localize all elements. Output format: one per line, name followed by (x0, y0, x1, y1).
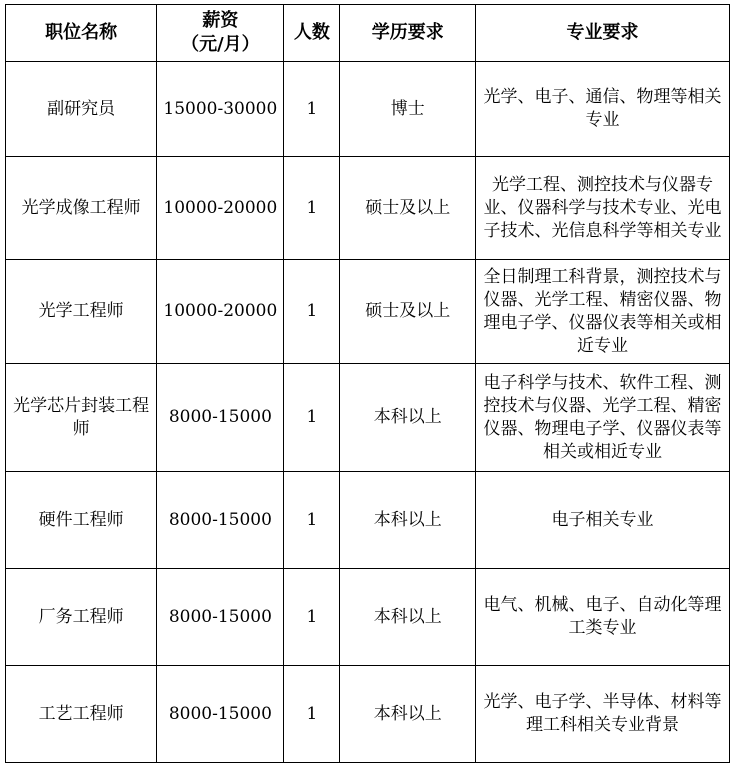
cell-salary: 8000-15000 (157, 569, 284, 666)
cell-name: 光学芯片封装工程师 (6, 364, 157, 472)
cell-education: 硕士及以上 (340, 260, 475, 364)
cell-count: 1 (284, 666, 340, 763)
table-row (6, 157, 730, 260)
table-row (6, 62, 730, 157)
cell-education: 本科以上 (340, 666, 475, 763)
cell-salary: 10000-20000 (157, 157, 284, 260)
cell-count: 1 (284, 260, 340, 364)
header-major: 专业要求 (475, 5, 729, 62)
header-count: 人数 (284, 5, 340, 62)
table-row (6, 364, 730, 472)
cell-salary: 8000-15000 (157, 364, 284, 472)
cell-count: 1 (284, 364, 340, 472)
header-salary-unit: （元/月） (181, 34, 260, 55)
cell-major: 电子相关专业 (475, 472, 729, 569)
header-salary (157, 5, 284, 62)
table-row (6, 472, 730, 569)
header-row (6, 5, 730, 62)
cell-count: 1 (284, 472, 340, 569)
cell-name: 副研究员 (6, 62, 157, 157)
cell-major: 电气、机械、电子、自动化等理工类专业 (475, 569, 729, 666)
table-row (6, 260, 730, 364)
cell-education: 本科以上 (340, 569, 475, 666)
cell-major: 光学、电子、通信、物理等相关专业 (475, 62, 729, 157)
cell-salary: 10000-20000 (157, 260, 284, 364)
table-row (6, 666, 730, 763)
table-row (6, 569, 730, 666)
cell-salary: 8000-15000 (157, 472, 284, 569)
cell-major: 光学工程、测控技术与仪器专业、仪器科学与技术专业、光电子技术、光信息科学等相关专业 (475, 157, 729, 260)
cell-name: 硬件工程师 (6, 472, 157, 569)
header-education: 学历要求 (340, 5, 475, 62)
job-table (5, 4, 730, 763)
cell-education: 本科以上 (340, 364, 475, 472)
cell-name: 厂务工程师 (6, 569, 157, 666)
header-name: 职位名称 (6, 5, 157, 62)
cell-name: 光学成像工程师 (6, 157, 157, 260)
cell-education: 本科以上 (340, 472, 475, 569)
cell-education: 硕士及以上 (340, 157, 475, 260)
cell-count: 1 (284, 157, 340, 260)
cell-major: 电子科学与技术、软件工程、测控技术与仪器、光学工程、精密仪器、物理电子学、仪器仪表等相关或相近专业 (475, 364, 729, 472)
cell-name: 光学工程师 (6, 260, 157, 364)
cell-major: 光学、电子学、半导体、材料等理工科相关专业背景 (475, 666, 729, 763)
cell-salary: 8000-15000 (157, 666, 284, 763)
cell-major: 全日制理工科背景，测控技术与仪器、光学工程、精密仪器、物理电子学、仪器仪表等相关或相近专业 (475, 260, 729, 364)
header-salary-label: 薪资 (202, 10, 239, 31)
cell-name: 工艺工程师 (6, 666, 157, 763)
cell-education: 博士 (340, 62, 475, 157)
cell-count: 1 (284, 62, 340, 157)
cell-salary: 15000-30000 (157, 62, 284, 157)
cell-count: 1 (284, 569, 340, 666)
